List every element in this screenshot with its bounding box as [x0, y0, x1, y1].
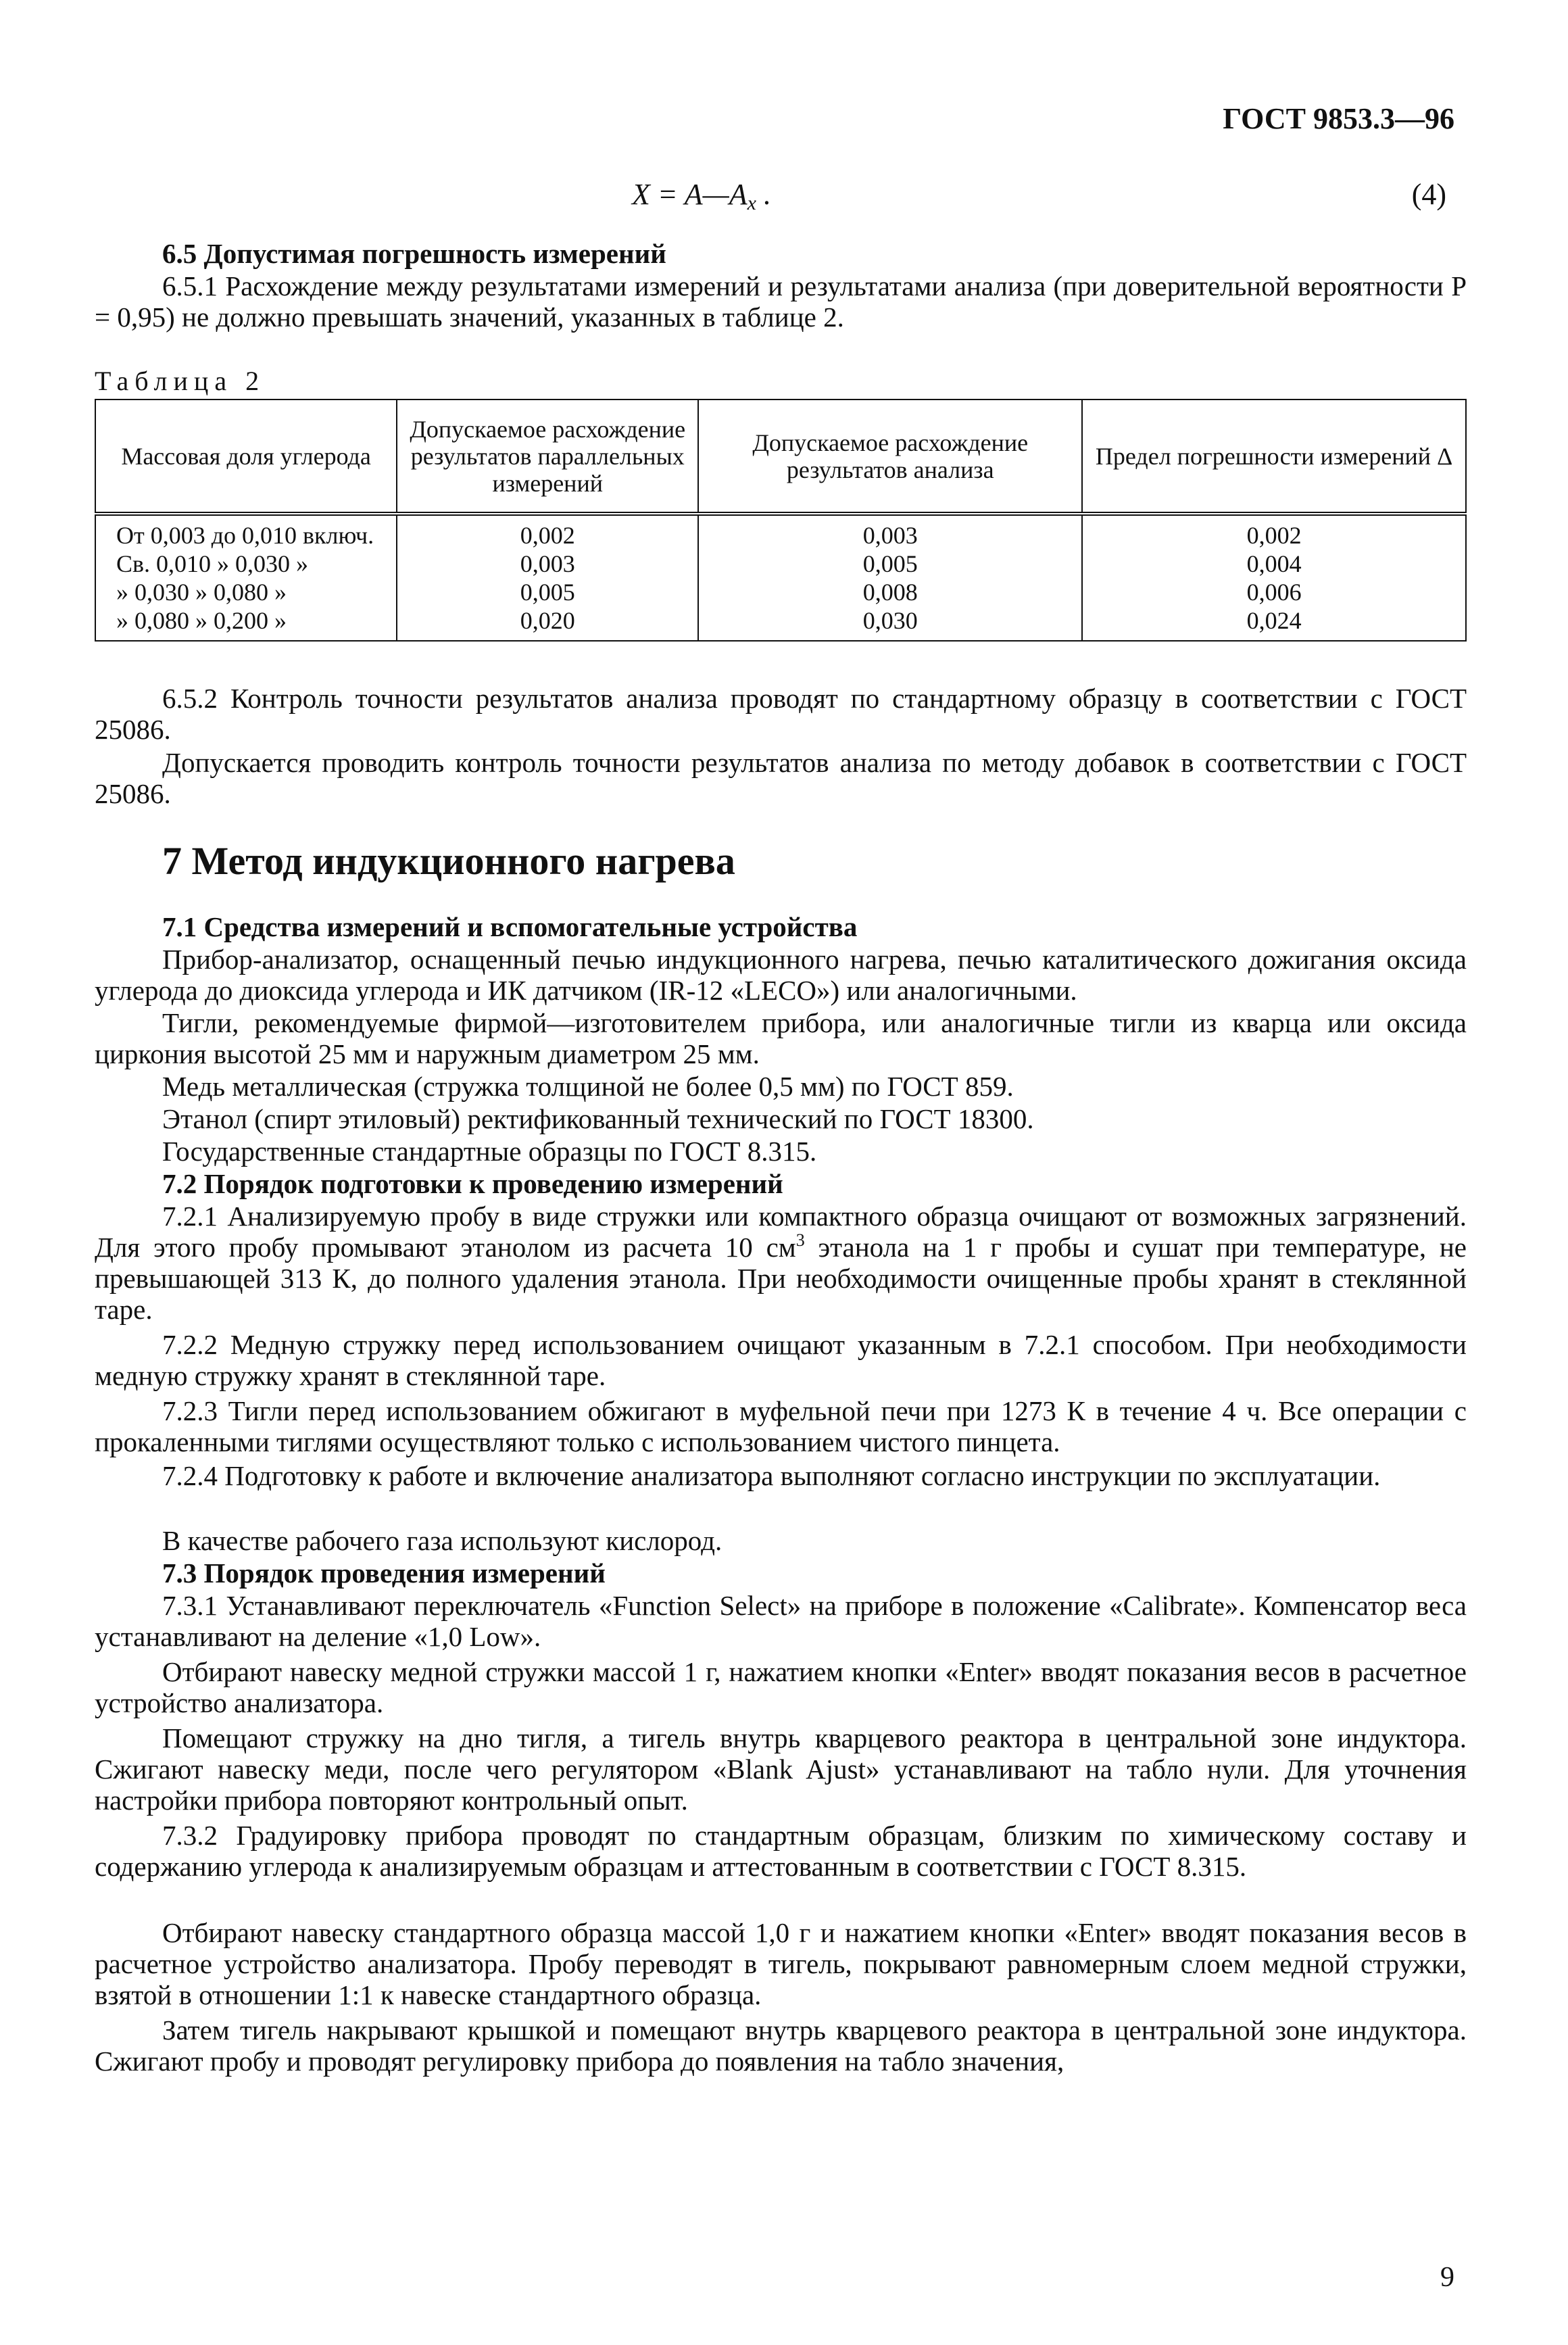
table-cell: От 0,003 до 0,010 включ.: [95, 514, 397, 550]
document-id: ГОСТ 9853.3—96: [1223, 102, 1454, 135]
table-cell: 0,002: [1082, 514, 1466, 550]
formula-subscript: x: [747, 192, 756, 214]
paragraph-7-1-c: Медь металлическая (стружка толщиной не более 0,5 мм) по ГОСТ 859.: [162, 1071, 1014, 1102]
paragraph-7-3-2: 7.3.2 Градуировку прибора проводят по стандартным образцам, близким по химическому составу и содержанию углерода к анализируемым образцам и аттестованным в соответствии с ГОСТ 8.315.: [95, 1820, 1467, 1882]
paragraph-7-2-2: 7.2.2 Медную стружку перед использованием очищают указанным в 7.2.1 способом. При необходимости медную стружку хранят в стеклянной таре.: [95, 1329, 1467, 1391]
table-2: [95, 399, 1467, 642]
table-row: [95, 606, 1466, 641]
paragraph-7-2-4-b: В качестве рабочего газа используют кислород.: [162, 1525, 722, 1556]
table-header-cell: Массовая доля углерода: [95, 400, 397, 514]
table-header-row: [95, 400, 1466, 514]
paragraph-7-2-3: 7.2.3 Тигли перед использованием обжигают в муфельной печи при 1273 К в течение 4 ч. Все операции с прокаленными тиглями осуществляют только с использованием чистого пинцета.: [95, 1395, 1467, 1457]
table-row: [95, 550, 1466, 578]
section-6-5-heading: 6.5 Допустимая погрешность измерений: [162, 238, 666, 269]
formula-tail: .: [756, 178, 771, 211]
paragraph-7-3-1-c: Помещают стружку на дно тигля, а тигель внутрь кварцевого реактора в центральной зоне индуктора. Сжигают навеску меди, после чего регулятором «Blank Ajust» устанавливают на табло нули. Для уточнения настройки прибора повторяют контрольный опыт.: [95, 1722, 1467, 1816]
paragraph-7-1-a: Прибор-анализатор, оснащенный печью индукционного нагрева, печью каталитического дожигания оксида углерода до диоксида углерода и ИК датчиком (IR-12 «LECO») или аналогичными.: [95, 944, 1467, 1006]
formula-4: [632, 177, 771, 215]
formula-lhs: X = A—A: [632, 178, 748, 211]
section-7-3-heading: 7.3 Порядок проведения измерений: [162, 1557, 606, 1589]
table-cell: 0,005: [397, 578, 698, 606]
paragraph-7-3-1-b: Отбирают навеску медной стружки массой 1 г, нажатием кнопки «Enter» вводят показания весов в расчетное устройство анализатора.: [95, 1656, 1467, 1718]
paragraph-7-3-2-b: Отбирают навеску стандартного образца массой 1,0 г и нажатием кнопки «Enter» вводят показания весов в расчетное устройство анализатора. Пробу переводят в тигель, покрывают равномерным слоем медной стружки, взятой в отношении 1:1 к навеске стандартного образца.: [95, 1917, 1467, 2010]
paragraph-7-2-1-part1: 7.2.1 Анализируемую пробу в виде стружки или компактного образца очищают от возможных загрязнений. Для этого пробу промывают этанолом из расчета 10 см: [95, 1201, 1467, 1263]
table-cell: 0,024: [1082, 606, 1466, 641]
table-row: [95, 514, 1466, 550]
table-caption: Таблица 2: [95, 366, 266, 396]
table-header-cell: Допускаемое расхождение результатов параллельных измерений: [397, 400, 698, 514]
table-header-cell: Предел погрешности измерений Δ: [1082, 400, 1466, 514]
paragraph-6-5-1: 6.5.1 Расхождение между результатами измерений и результатами анализа (при доверительной вероятности P = 0,95) не должно превышать значений, указанных в таблице 2.: [95, 270, 1467, 333]
paragraph-7-3-2-c: Затем тигель накрывают крышкой и помещают внутрь кварцевого реактора в центральной зоне индуктора. Сжигают пробу и проводят регулировку прибора до появления на табло значения,: [95, 2014, 1467, 2077]
paragraph-7-2-1: [95, 1201, 1467, 1325]
table-row: [95, 578, 1466, 606]
section-7-2-heading: 7.2 Порядок подготовки к проведению измерений: [162, 1168, 783, 1199]
table-cell: 0,003: [698, 514, 1082, 550]
paragraph-7-1-d: Этанол (спирт этиловый) ректификованный технический по ГОСТ 18300.: [162, 1103, 1034, 1134]
paragraph-7-1-b: Тигли, рекомендуемые фирмой—изготовителем прибора, или аналогичные тигли из кварца или оксида циркония высотой 25 мм и наружным диаметром 25 мм.: [95, 1007, 1467, 1069]
table-cell: 0,030: [698, 606, 1082, 641]
paragraph-7-2-1-part2: этанола на 1 г пробы и сушат при температуре, не превышающей 313 К, до полного удаления этанола. При необходимости очищенные пробы хранят в стеклянной таре.: [95, 1232, 1467, 1325]
paragraph-6-5-2: 6.5.2 Контроль точности результатов анализа проводят по стандартному образцу в соответствии с ГОСТ 25086.: [95, 683, 1467, 745]
section-7-1-heading: 7.1 Средства измерений и вспомогательные устройства: [162, 911, 858, 942]
table-cell: 0,005: [698, 550, 1082, 578]
table-cell: 0,008: [698, 578, 1082, 606]
table-cell: » 0,080 » 0,200 »: [95, 606, 397, 641]
paragraph-7-2-4: 7.2.4 Подготовку к работе и включение анализатора выполняют согласно инструкции по эксплуатации.: [162, 1460, 1381, 1491]
formula-number: (4): [1411, 178, 1446, 211]
table-cell: 0,020: [397, 606, 698, 641]
section-7-title: 7 Метод индукционного нагрева: [162, 839, 735, 883]
table-cell: 0,004: [1082, 550, 1466, 578]
table-cell: Св. 0,010 » 0,030 »: [95, 550, 397, 578]
paragraph-7-1-e: Государственные стандартные образцы по ГОСТ 8.315.: [162, 1136, 817, 1167]
table-cell: 0,002: [397, 514, 698, 550]
table-header-cell: Допускаемое расхождение результатов анализа: [698, 400, 1082, 514]
paragraph-7-3-1: 7.3.1 Устанавливают переключатель «Function Select» на приборе в положение «Calibrate». Компенсатор веса устанавливают на деление «1,0 Low».: [95, 1590, 1467, 1652]
table-cell: 0,006: [1082, 578, 1466, 606]
paragraph-6-5-2-b: Допускается проводить контроль точности результатов анализа по методу добавок в соответствии с ГОСТ 25086.: [95, 747, 1467, 809]
page-number: 9: [1440, 2262, 1454, 2293]
table-cell: 0,003: [397, 550, 698, 578]
table-cell: » 0,030 » 0,080 »: [95, 578, 397, 606]
superscript-3: 3: [795, 1230, 805, 1250]
